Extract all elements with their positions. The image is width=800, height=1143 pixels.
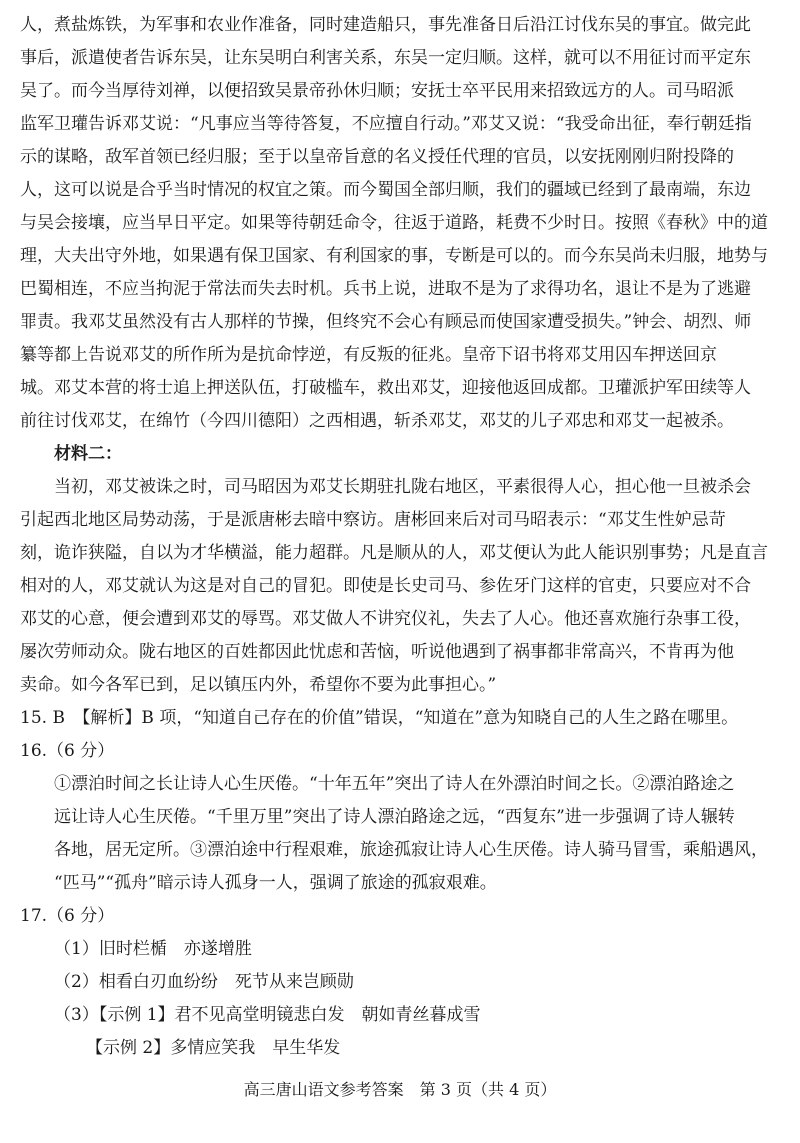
- text-line: （2）相看白刃血纷纷 死节从来岂顾勋: [54, 972, 354, 992]
- text-line: 罪责。我邓艾虽然没有古人那样的节操，但终究不会心有顾忌而使国家遭受损失。”钟会、胡烈、师: [20, 312, 752, 332]
- text-line: 刻，诡诈狭隘，自以为才华横溢，能力超群。凡是顺从的人，邓艾便认为此人能识别事势；凡是直言: [20, 543, 768, 563]
- text-line: 事后，派遣使者告诉东吴，让东吴明白利害关系，东吴一定归顺。这样，就可以不用征讨而平定东: [20, 48, 751, 68]
- text-line: 人，煮盐炼铁，为军事和农业作准备，同时建造船只，事先准备日后沿江讨伐东吴的事宜。做完此: [20, 15, 751, 35]
- text-line: 远让诗人心生厌倦。“千里万里”突出了诗人漂泊路途之远，“西复东”进一步强调了诗人辗转: [54, 807, 735, 827]
- text-line: 引起西北地区局势动荡，于是派唐彬去暗中察访。唐彬回来后对司马昭表示：“邓艾生性妒忌苛: [20, 510, 726, 530]
- text-line: 监军卫瓘告诉邓艾说：“凡事应当等待答复，不应擅自行动。”邓艾又说：“我受命出征，奉行朝廷指: [20, 114, 752, 134]
- text-line: 卖命。如今各军已到，足以镇压内外，希望你不要为此事担心。”: [20, 675, 497, 695]
- text-line: 吴了。而今当厚待刘禅，以便招致吴景帝孙休归顺；安抚士卒平民用来招致远方的人。司马昭派: [20, 81, 734, 101]
- section-heading: 材料二：: [54, 444, 122, 464]
- text-line: 【示例 2】多情应笑我 早生华发: [86, 1038, 341, 1058]
- text-line: ①漂泊时间之长让诗人心生厌倦。“十年五年”突出了诗人在外漂泊时间之长。②漂泊路途之: [54, 774, 735, 794]
- text-line: 当初，邓艾被诛之时，司马昭因为邓艾长期驻扎陇右地区，平素很得人心，担心他一旦被杀会: [54, 477, 751, 497]
- text-line: 纂等都上告说邓艾的所作所为是抗命悖逆，有反叛的征兆。皇帝下诏书将邓艾用囚车押送回京: [20, 345, 717, 365]
- text-line: 城。邓艾本营的将士追上押送队伍，打破槛车，救出邓艾，迎接他返回成都。卫瓘派护军田续等人: [20, 378, 751, 398]
- text-line: 邓艾的心意，便会遭到邓艾的辱骂。邓艾做人不讲究仪礼，失去了人心。他还喜欢施行杂事工役，: [20, 609, 751, 629]
- page-footer: 高三唐山语文参考答案 第 3 页（共 4 页）: [243, 1080, 557, 1099]
- text-line: （3）【示例 1】君不见高堂明镜悲白发 朝如青丝暮成雪: [54, 1005, 481, 1025]
- answer-17-heading: 17.（6 分）: [20, 906, 115, 926]
- text-line: 与吴会接壤，应当早日平定。如果等待朝廷命令，往返于道路，耗费不少时日。按照《春秋》中的道: [20, 213, 768, 233]
- text-line: 人，这可以说是合乎当时情况的权宜之策。而今蜀国全部归顺，我们的疆域已经到了最南端，东边: [20, 180, 751, 200]
- text-line: 相对的人，邓艾就认为这是对自己的冒犯。即使是长史司马、参佐牙门这样的官吏，只要应对不合: [20, 576, 751, 596]
- text-line: 屡次劳师动众。陇右地区的百姓都因此忧虑和苦恼，听说他遇到了祸事都非常高兴，不肯再为他: [20, 642, 734, 662]
- text-line: 各地，居无定所。③漂泊途中行程艰难，旅途孤寂让诗人心生厌倦。诗人骑马冒雪，乘船遇风，: [54, 840, 768, 860]
- text-line: “匹马”“孤舟”暗示诗人孤身一人，强调了旅途的孤寂艰难。: [54, 873, 497, 893]
- text-line: （1）旧时栏楯 亦遂增胜: [54, 939, 252, 959]
- text-line: 示的谋略，敌军首领已经归服；至于以皇帝旨意的名义授任代理的官员，以安抚刚刚归附投降的: [20, 147, 734, 167]
- text-line: 巴蜀相连，不应当拘泥于常法而失去时机。兵书上说，进取不是为了求得功名，退让不是为了逃避: [20, 279, 751, 299]
- text-line: 理，大夫出守外地，如果遇有保卫国家、有利国家的事，专断是可以的。而今东吴尚未归服，地势与: [20, 246, 768, 266]
- answer-16-heading: 16.（6 分）: [20, 741, 115, 761]
- text-line: 前往讨伐邓艾，在绵竹（今四川德阳）之西相遇，斩杀邓艾，邓艾的儿子邓忠和邓艾一起被杀。: [20, 411, 734, 431]
- answer-15: 15. B 【解析】B 项，“知道自己存在的价值”错误，“知道在”意为知晓自己的人生之路在哪里。: [20, 708, 739, 728]
